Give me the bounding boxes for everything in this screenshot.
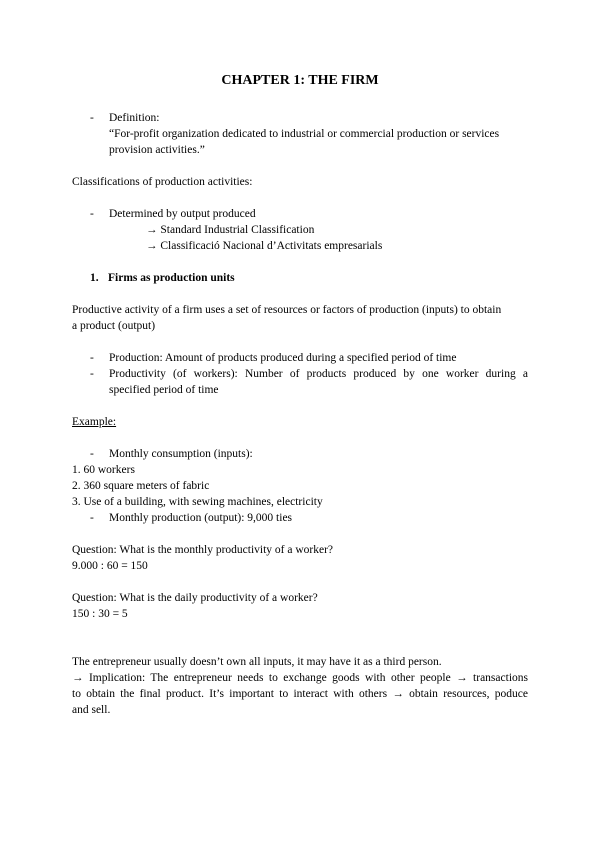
output-text: Monthly production (output): 9,000 ties bbox=[109, 512, 293, 524]
definitions-list bbox=[72, 350, 528, 398]
list-item bbox=[72, 446, 528, 462]
list-item-text: Productivity (of workers): Number of products produced by one worker during a bbox=[109, 368, 528, 380]
definition-text-line2: provision activities.” bbox=[109, 144, 205, 156]
definition-label: Definition: bbox=[109, 112, 160, 124]
question-block bbox=[72, 542, 528, 574]
question-text: Question: What is the monthly productivity of a worker? bbox=[72, 544, 334, 556]
classification-sub1: → Standard Industrial Classification bbox=[146, 224, 315, 236]
input-line: 1. 60 workers bbox=[72, 464, 135, 476]
paragraph-line: to obtain the final product. It’s important to interact with others → obtain resources, poduce bbox=[72, 688, 528, 700]
question-block bbox=[72, 590, 528, 622]
answer-text: 150 : 30 = 5 bbox=[72, 608, 128, 620]
bullet-dash: - bbox=[90, 208, 94, 220]
list-item bbox=[72, 350, 528, 366]
paragraph-line: a product (output) bbox=[72, 320, 156, 332]
paragraph-line: The entrepreneur usually doesn’t own all inputs, it may have it as a third person. bbox=[72, 656, 442, 668]
question-text: Question: What is the daily productivity of a worker? bbox=[72, 592, 318, 604]
classifications-heading: Classifications of production activities: bbox=[72, 176, 253, 188]
classification-item bbox=[72, 206, 528, 254]
classification-item-text: Determined by output produced bbox=[109, 208, 256, 220]
list-item bbox=[72, 366, 528, 398]
definition-item bbox=[72, 110, 528, 158]
definition-text-line1: “For-profit organization dedicated to industrial or commercial production or services bbox=[109, 128, 500, 140]
list-item-text: specified period of time bbox=[109, 384, 219, 396]
list-item bbox=[72, 510, 528, 526]
bullet-dash: - bbox=[90, 368, 94, 380]
paragraph-line: and sell. bbox=[72, 704, 111, 716]
input-line: 2. 360 square meters of fabric bbox=[72, 480, 210, 492]
classification-sub2: → Classificació Nacional d’Activitats empresarials bbox=[146, 240, 383, 252]
bullet-dash: - bbox=[90, 112, 94, 124]
example-block bbox=[72, 446, 528, 526]
definition-block bbox=[72, 110, 528, 158]
example-label bbox=[72, 414, 528, 430]
list-item-text: Production: Amount of products produced during a specified period of time bbox=[109, 352, 457, 364]
productive-activity-paragraph bbox=[72, 302, 528, 334]
answer-text: 9.000 : 60 = 150 bbox=[72, 560, 148, 572]
classifications-block bbox=[72, 206, 528, 254]
bullet-dash: - bbox=[90, 352, 94, 364]
paragraph-line: → Implication: The entrepreneur needs to exchange goods with other people → transactions bbox=[72, 672, 528, 684]
section-number: 1. bbox=[90, 272, 99, 284]
example-label-text: Example: bbox=[72, 416, 117, 428]
bullet-dash: - bbox=[90, 512, 94, 524]
page-title: CHAPTER 1: THE FIRM bbox=[221, 73, 379, 88]
paragraph-line: Productive activity of a firm uses a set of resources or factors of production (inputs) to obtain bbox=[72, 304, 502, 316]
bullet-dash: - bbox=[90, 448, 94, 460]
input-line: 3. Use of a building, with sewing machines, electricity bbox=[72, 496, 323, 508]
section-title: Firms as production units bbox=[108, 272, 235, 284]
section-heading bbox=[72, 270, 546, 286]
entrepreneur-paragraph bbox=[72, 654, 528, 718]
inputs-label: Monthly consumption (inputs): bbox=[109, 448, 253, 460]
